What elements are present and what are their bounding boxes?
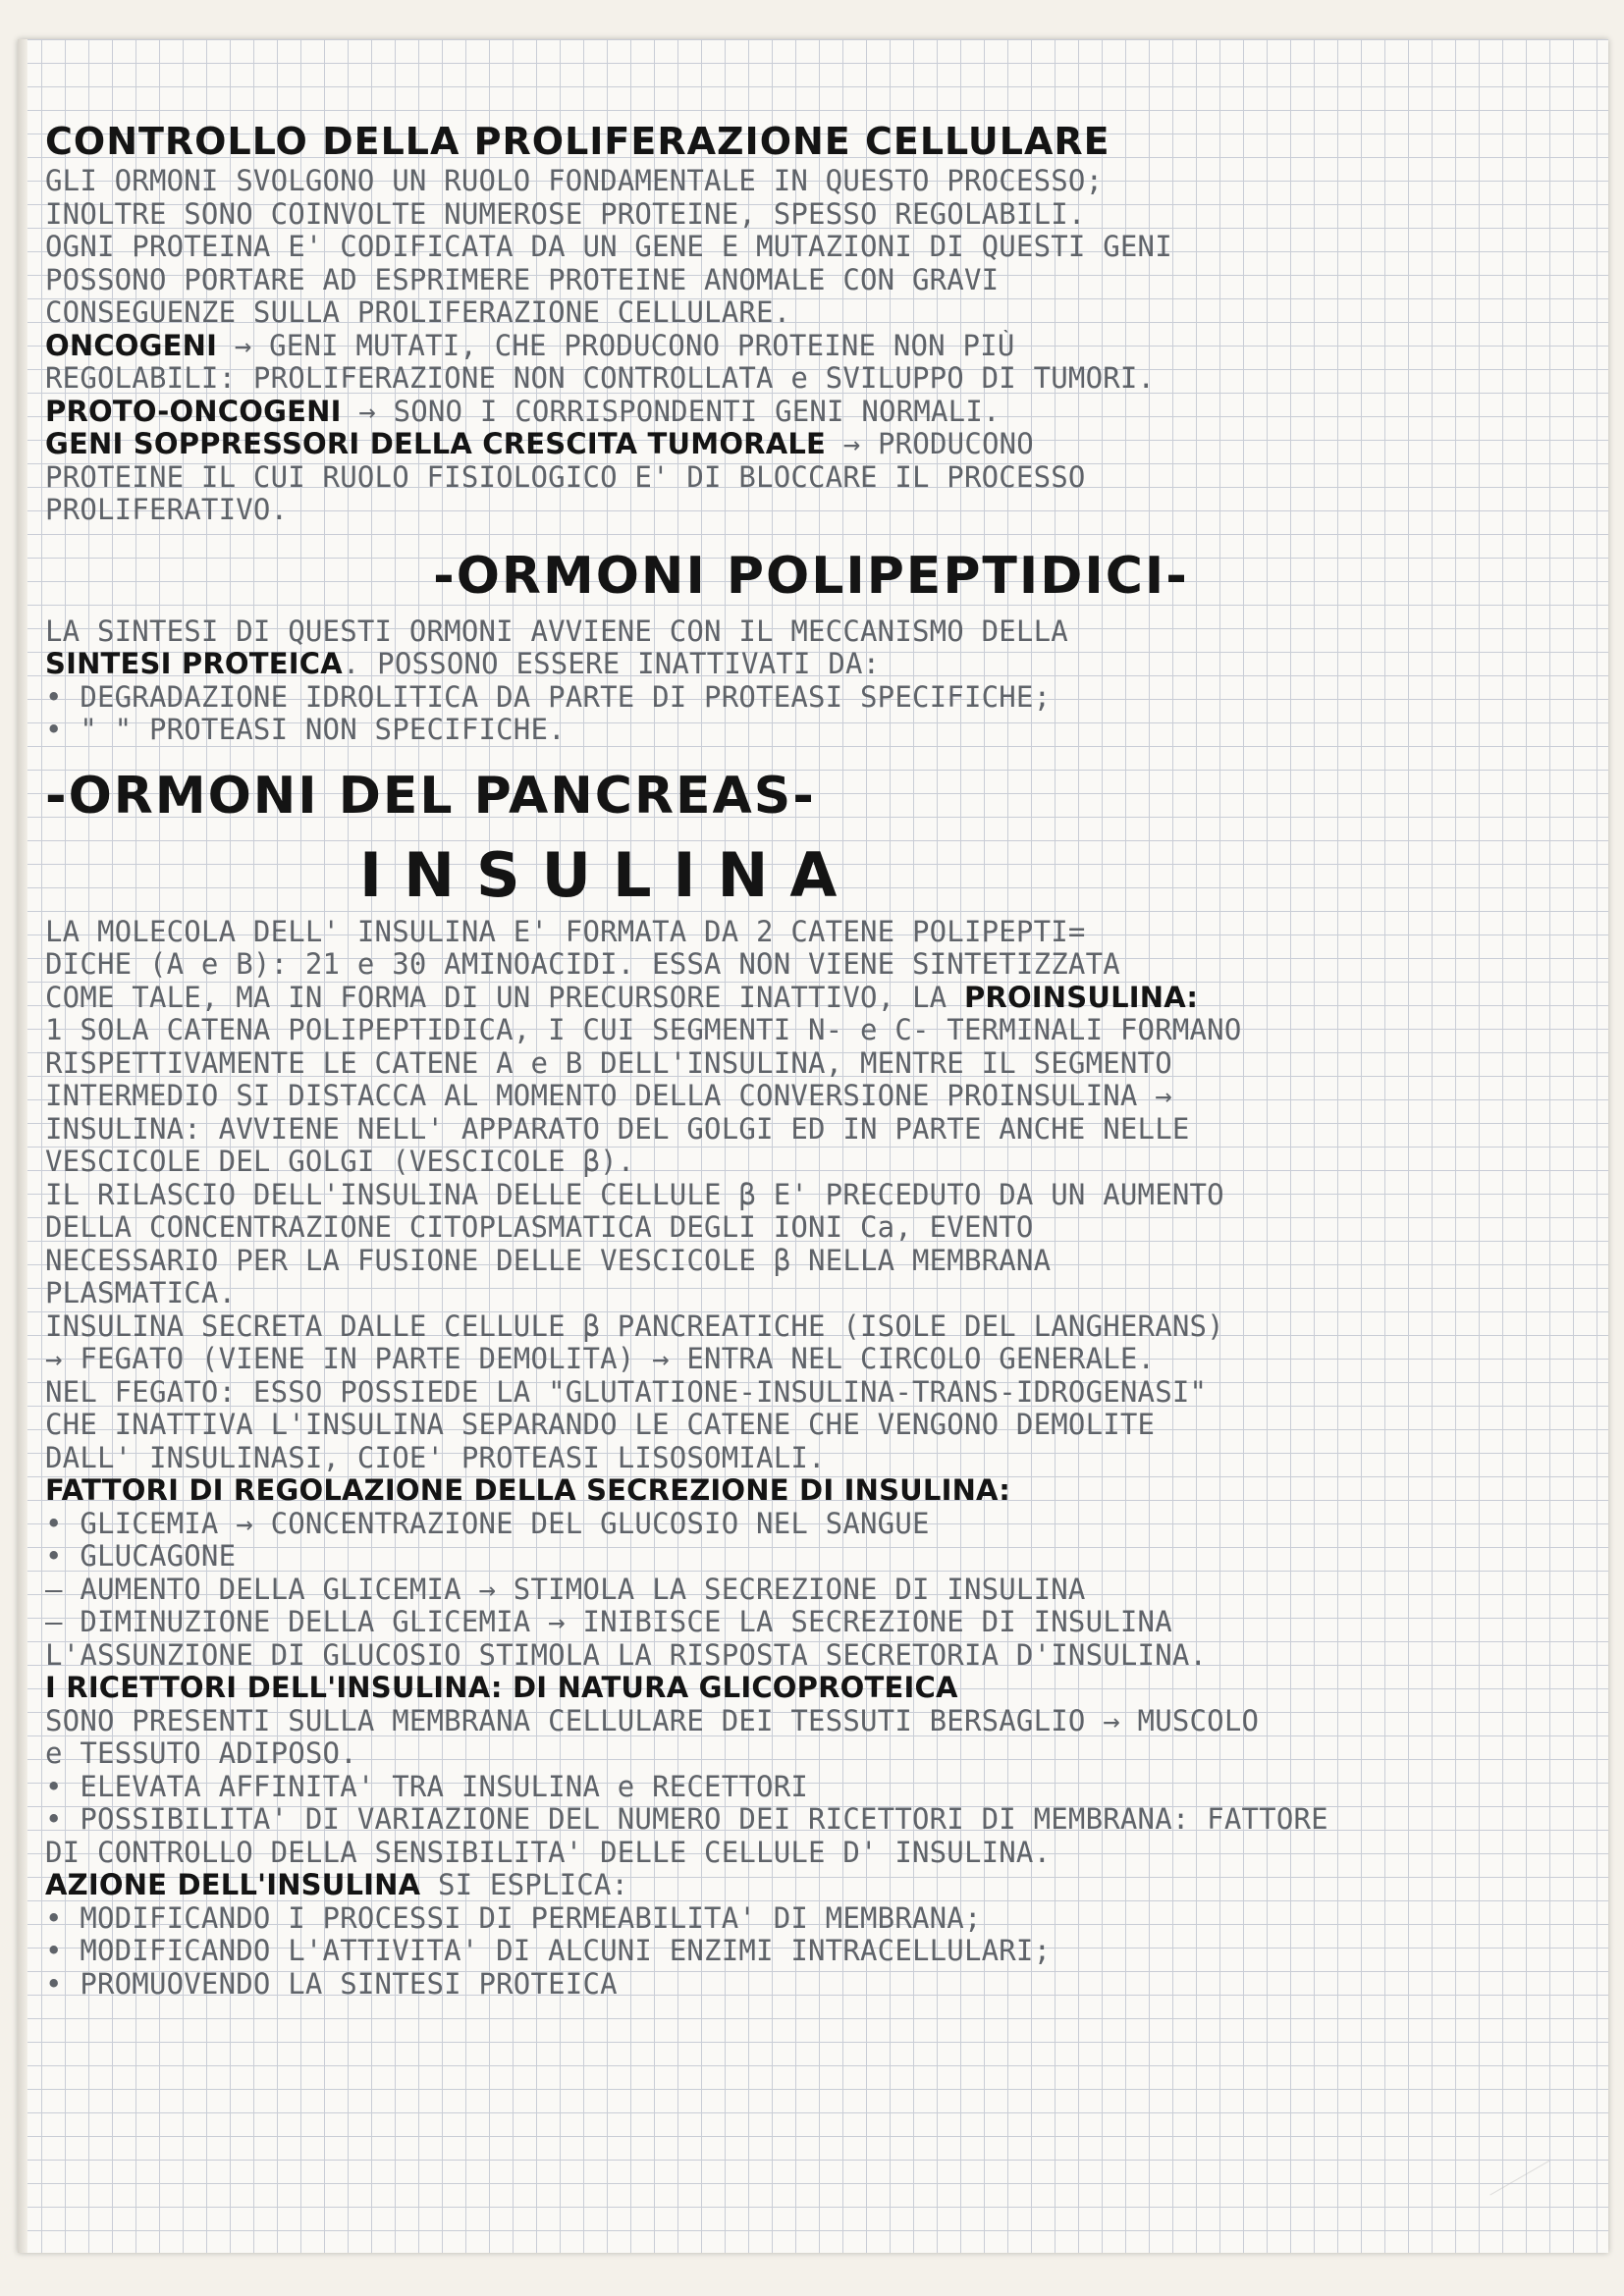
page-title: CONTROLLO DELLA PROLIFERAZIONE CELLULARE <box>45 120 1110 163</box>
polipeptidici-text: . POSSONO ESSERE INATTIVATI DA: <box>342 648 881 680</box>
page-corner-fold <box>1489 2161 1579 2247</box>
recettori-line: e TESSUTO ADIPOSO. <box>45 1737 357 1770</box>
fattori-item: • GLICEMIA → CONCENTRAZIONE DEL GLUCOSIO NEL SANGUE <box>45 1507 930 1540</box>
notes-content <box>45 118 1577 2001</box>
heading-azione-insulina: AZIONE DELL'INSULINA <box>45 1869 421 1901</box>
recettori-line: SONO PRESENTI SULLA MEMBRANA CELLULARE DEI TESSUTI BERSAGLIO → MUSCOLO <box>45 1704 1260 1737</box>
insulina-line: DICHE (A e B): 21 e 30 AMINOACIDI. ESSA NON VIENE SINTETIZZATA <box>45 948 1120 981</box>
intro-line: GLI ORMONI SVOLGONO UN RUOLO FONDAMENTALE IN QUESTO PROCESSO; <box>45 165 1104 197</box>
soppressori-text: → PRODUCONO <box>826 428 1034 460</box>
intro-line: POSSONO PORTARE AD ESPRIMERE PROTEINE ANOMALE CON GRAVI <box>45 263 1000 296</box>
rilascio-line: IL RILASCIO DELL'INSULINA DELLE CELLULE β E' PRECEDUTO DA UN AUMENTO <box>45 1178 1224 1211</box>
insulina-text: COME TALE, MA IN FORMA DI UN PRECURSORE INATTIVO, LA <box>45 981 964 1014</box>
secrezione-line: → FEGATO (VIENE IN PARTE DEMOLITA) → ENTRA NEL CIRCOLO GENERALE. <box>45 1343 1156 1375</box>
soppressori-text-3: PROLIFERATIVO. <box>45 494 289 526</box>
heading-insulina: INSULINA <box>359 838 859 911</box>
rilascio-line: PLASMATICA. <box>45 1277 237 1309</box>
rilascio-line: NECESSARIO PER LA FUSIONE DELLE VESCICOLE β NELLA MEMBRANA <box>45 1244 1052 1277</box>
insulina-line: RISPETTIVAMENTE LE CATENE A e B DELL'INSULINA, MENTRE IL SEGMENTO <box>45 1046 1172 1080</box>
azione-heading-line <box>45 1869 1577 1902</box>
rilascio-line: DELLA CONCENTRAZIONE CITOPLASMATICA DEGLI IONI Ca, EVENTO <box>45 1211 1034 1244</box>
secrezione-line: CHE INATTIVA L'INSULINA SEPARANDO LE CATENE CHE VENGONO DEMOLITE <box>45 1409 1156 1441</box>
heading-recettori: I RICETTORI DELL'INSULINA: DI NATURA GLICOPROTEICA <box>45 1672 958 1704</box>
insulina-line: INSULINA: AVVIENE NELL' APPARATO DEL GOLGI ED IN PARTE ANCHE NELLE <box>45 1112 1190 1146</box>
oncogeni-text-2: REGOLABILI: PROLIFERAZIONE NON CONTROLLATA e SVILUPPO DI TUMORI. <box>45 362 1156 395</box>
insulina-line <box>45 982 1577 1015</box>
azione-text: SI ESPLICA: <box>420 1869 629 1901</box>
proto-oncogeni-text: → SONO I CORRISPONDENTI GENI NORMALI. <box>341 395 1001 428</box>
insulina-line: INTERMEDIO SI DISTACCA AL MOMENTO DELLA CONVERSIONE PROINSULINA → <box>45 1080 1172 1112</box>
heading-ormoni-pancreas: -ORMONI DEL PANCREAS- <box>45 766 816 826</box>
notebook-page <box>18 39 1608 2253</box>
oncogeni-term: ONCOGENI <box>45 329 218 362</box>
proto-oncogeni-term: PROTO-ONCOGENI <box>45 395 342 428</box>
fattori-item: L'ASSUNZIONE DI GLUCOSIO STIMOLA LA RISPOSTA SECRETORIA D'INSULINA. <box>45 1638 1208 1672</box>
intro-line: OGNI PROTEINA E' CODIFICATA DA UN GENE E MUTAZIONI DI QUESTI GENI <box>45 231 1172 263</box>
intro-line: INOLTRE SONO COINVOLTE NUMEROSE PROTEINE, SPESSO REGOLABILI. <box>45 197 1086 231</box>
insulina-line: VESCICOLE DEL GOLGI (VESCICOLE β). <box>45 1146 635 1178</box>
secrezione-line: INSULINA SECRETA DALLE CELLULE β PANCREATICHE (ISOLE DEL LANGHERANS) <box>45 1309 1224 1343</box>
proto-oncogeni-line <box>45 396 1577 429</box>
heading-ormoni-polipeptidici: -ORMONI POLIPEPTIDICI- <box>433 546 1189 606</box>
oncogeni-line <box>45 330 1577 363</box>
recettori-line: • ELEVATA AFFINITA' TRA INSULINA e RECETTORI <box>45 1770 809 1803</box>
heading-fattori-regolazione: FATTORI DI REGOLAZIONE DELLA SECREZIONE DI INSULINA: <box>45 1474 1011 1507</box>
secrezione-line: NEL FEGATO: ESSO POSSIEDE LA "GLUTATIONE-INSULINA-TRANS-IDROGENASI" <box>45 1375 1208 1409</box>
polipeptidici-line: LA SINTESI DI QUESTI ORMONI AVVIENE CON IL MECCANISMO DELLA <box>45 614 1068 648</box>
polipeptidici-line <box>45 648 1577 681</box>
azione-item: • MODIFICANDO L'ATTIVITA' DI ALCUNI ENZIMI INTRACELLULARI; <box>45 1935 1052 1967</box>
soppressori-line <box>45 428 1577 461</box>
oncogeni-text: → GENI MUTATI, CHE PRODUCONO PROTEINE NON PIÙ <box>217 329 1015 362</box>
recettori-line: DI CONTROLLO DELLA SENSIBILITA' DELLE CELLULE D' INSULINA. <box>45 1836 1052 1869</box>
insulina-line: LA MOLECOLA DELL' INSULINA E' FORMATA DA 2 CATENE POLIPEPTI= <box>45 915 1086 948</box>
soppressori-text-2: PROTEINE IL CUI RUOLO FISIOLOGICO E' DI BLOCCARE IL PROCESSO <box>45 460 1086 494</box>
recettori-line: • POSSIBILITA' DI VARIAZIONE DEL NUMERO DEI RICETTORI DI MEMBRANA: FATTORE <box>45 1803 1328 1836</box>
fattori-item: — DIMINUZIONE DELLA GLICEMIA → INIBISCE LA SECREZIONE DI INSULINA <box>45 1606 1172 1638</box>
polipeptidici-bullet: • " " PROTEASI NON SPECIFICHE. <box>45 714 566 746</box>
fattori-item: — AUMENTO DELLA GLICEMIA → STIMOLA LA SECREZIONE DI INSULINA <box>45 1573 1086 1606</box>
soppressori-term: GENI SOPPRESSORI DELLA CRESCITA TUMORALE <box>45 428 827 460</box>
polipeptidici-bullet: • DEGRADAZIONE IDROLITICA DA PARTE DI PROTEASI SPECIFICHE; <box>45 680 1052 714</box>
azione-item: • PROMUOVENDO LA SINTESI PROTEICA <box>45 1967 618 2001</box>
fattori-item: • GLUCAGONE <box>45 1540 237 1573</box>
azione-item: • MODIFICANDO I PROCESSI DI PERMEABILITA' DI MEMBRANA; <box>45 1901 982 1935</box>
page-edge <box>18 39 27 2253</box>
secrezione-line: DALL' INSULINASI, CIOE' PROTEASI LISOSOMIALI. <box>45 1441 826 1474</box>
intro-line: CONSEGUENZE SULLA PROLIFERAZIONE CELLULARE. <box>45 296 791 329</box>
sintesi-proteica-term: SINTESI PROTEICA <box>45 648 343 680</box>
proinsulina-term: PROINSULINA: <box>963 981 1199 1014</box>
insulina-line: 1 SOLA CATENA POLIPEPTIDICA, I CUI SEGMENTI N- e C- TERMINALI FORMANO <box>45 1014 1242 1046</box>
